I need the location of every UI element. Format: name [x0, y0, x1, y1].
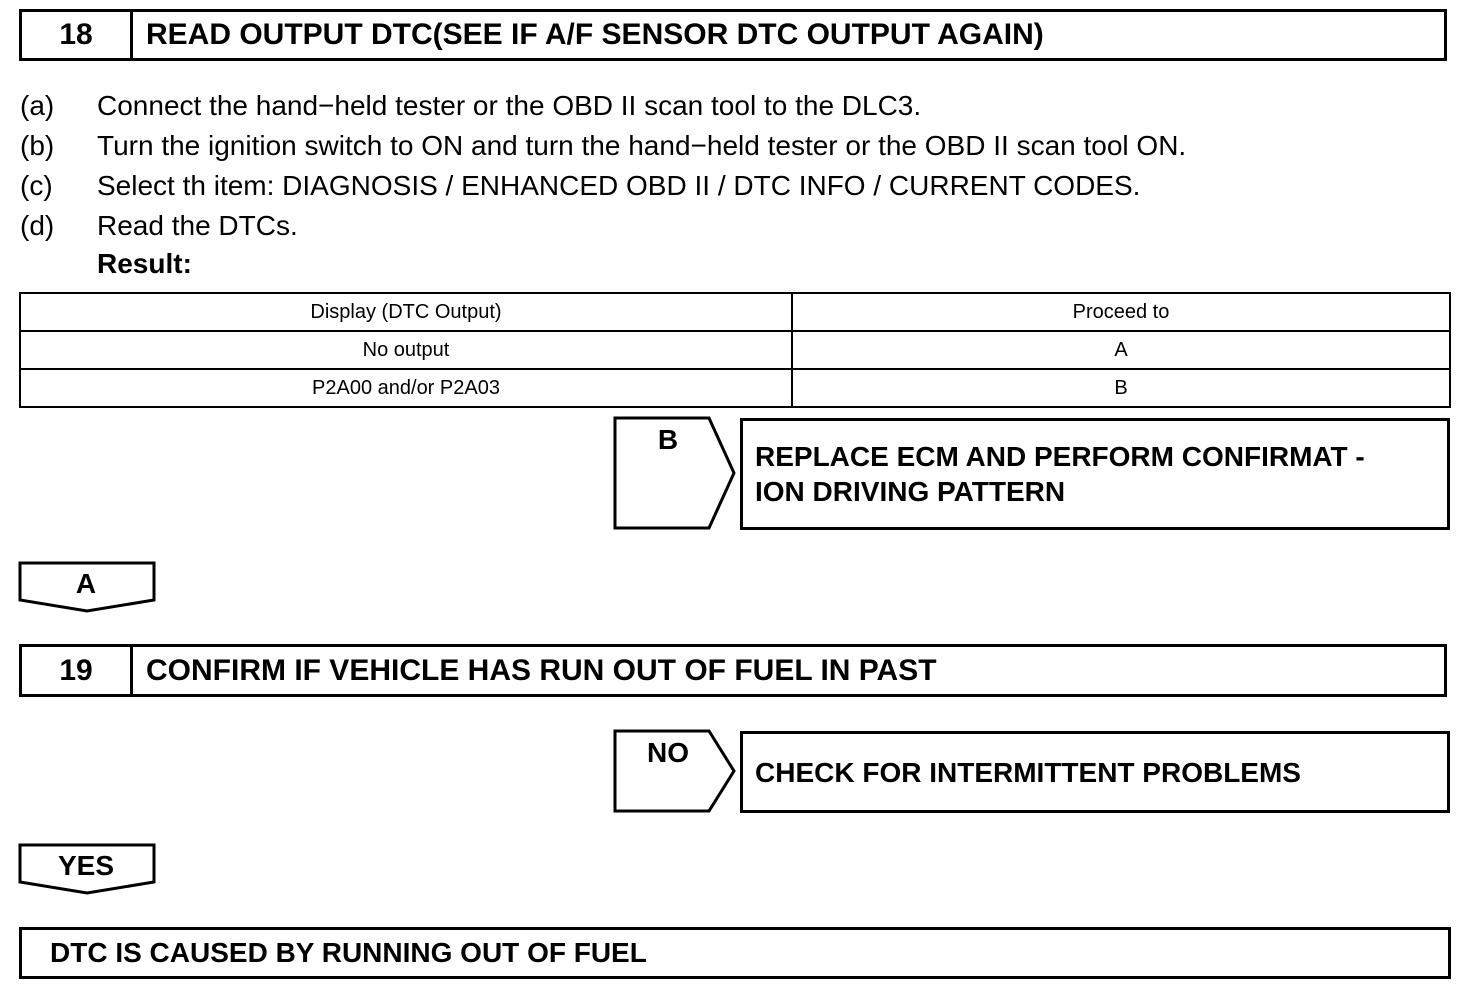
instruction-text: Turn the ignition switch to ON and turn the hand−held tester or the OBD II scan tool ON.: [97, 130, 1187, 161]
branch-yes-label: YES: [57, 850, 115, 881]
instruction-label: (b): [20, 130, 55, 161]
action-line: REPLACE ECM AND PERFORM CONFIRMAT -: [755, 441, 1365, 472]
table-cell: A: [792, 331, 1450, 369]
branch-b-action: [740, 418, 1450, 530]
step-title: CONFIRM IF VEHICLE HAS RUN OUT OF FUEL IN PAST: [146, 653, 937, 687]
branch-b-label: B: [657, 424, 679, 455]
branch-no-flag: [613, 729, 737, 813]
instruction-label: (a): [20, 90, 55, 121]
branch-a-label: A: [75, 568, 97, 599]
step-number: 19: [22, 647, 133, 694]
branch-b-flag: [613, 416, 737, 530]
branch-yes-flag: [18, 843, 156, 895]
instruction-text: Read the DTCs.: [97, 210, 298, 241]
table-header-cell: Display (DTC Output): [20, 293, 792, 331]
table-cell: P2A00 and/or P2A03: [20, 369, 792, 407]
instruction-text: Connect the hand−held tester or the OBD II scan tool to the DLC3.: [97, 90, 922, 121]
branch-no-label: NO: [647, 737, 689, 768]
instruction-item: [20, 86, 1186, 126]
step-18-header: [19, 9, 1447, 61]
result-label: Result:: [97, 248, 192, 279]
conclusion-text: DTC IS CAUSED BY RUNNING OUT OF FUEL: [50, 937, 647, 968]
table-row: [20, 331, 1450, 369]
table-cell: No output: [20, 331, 792, 369]
action-line: ION DRIVING PATTERN: [755, 476, 1066, 507]
conclusion-box: [19, 927, 1451, 979]
step-title: READ OUTPUT DTC(SEE IF A/F SENSOR DTC OUTPUT AGAIN): [146, 18, 1044, 51]
instruction-text: Select th item: DIAGNOSIS / ENHANCED OBD II / DTC INFO / CURRENT CODES.: [97, 170, 1141, 201]
instruction-item: [20, 126, 1186, 166]
instruction-list: [20, 86, 1186, 246]
branch-no-action: [740, 731, 1450, 813]
branch-a-flag: [18, 561, 156, 613]
table-row: [20, 369, 1450, 407]
instruction-item: [20, 166, 1186, 206]
table-header-row: [20, 293, 1450, 331]
instruction-item: [20, 206, 1186, 246]
step-19-header: [19, 644, 1447, 697]
instruction-label: (c): [20, 170, 53, 201]
table-cell: B: [792, 369, 1450, 407]
result-table: [19, 292, 1451, 408]
table-header-cell: Proceed to: [792, 293, 1450, 331]
instruction-label: (d): [20, 210, 55, 241]
action-line: CHECK FOR INTERMITTENT PROBLEMS: [755, 756, 1301, 788]
step-number: 18: [22, 12, 133, 58]
